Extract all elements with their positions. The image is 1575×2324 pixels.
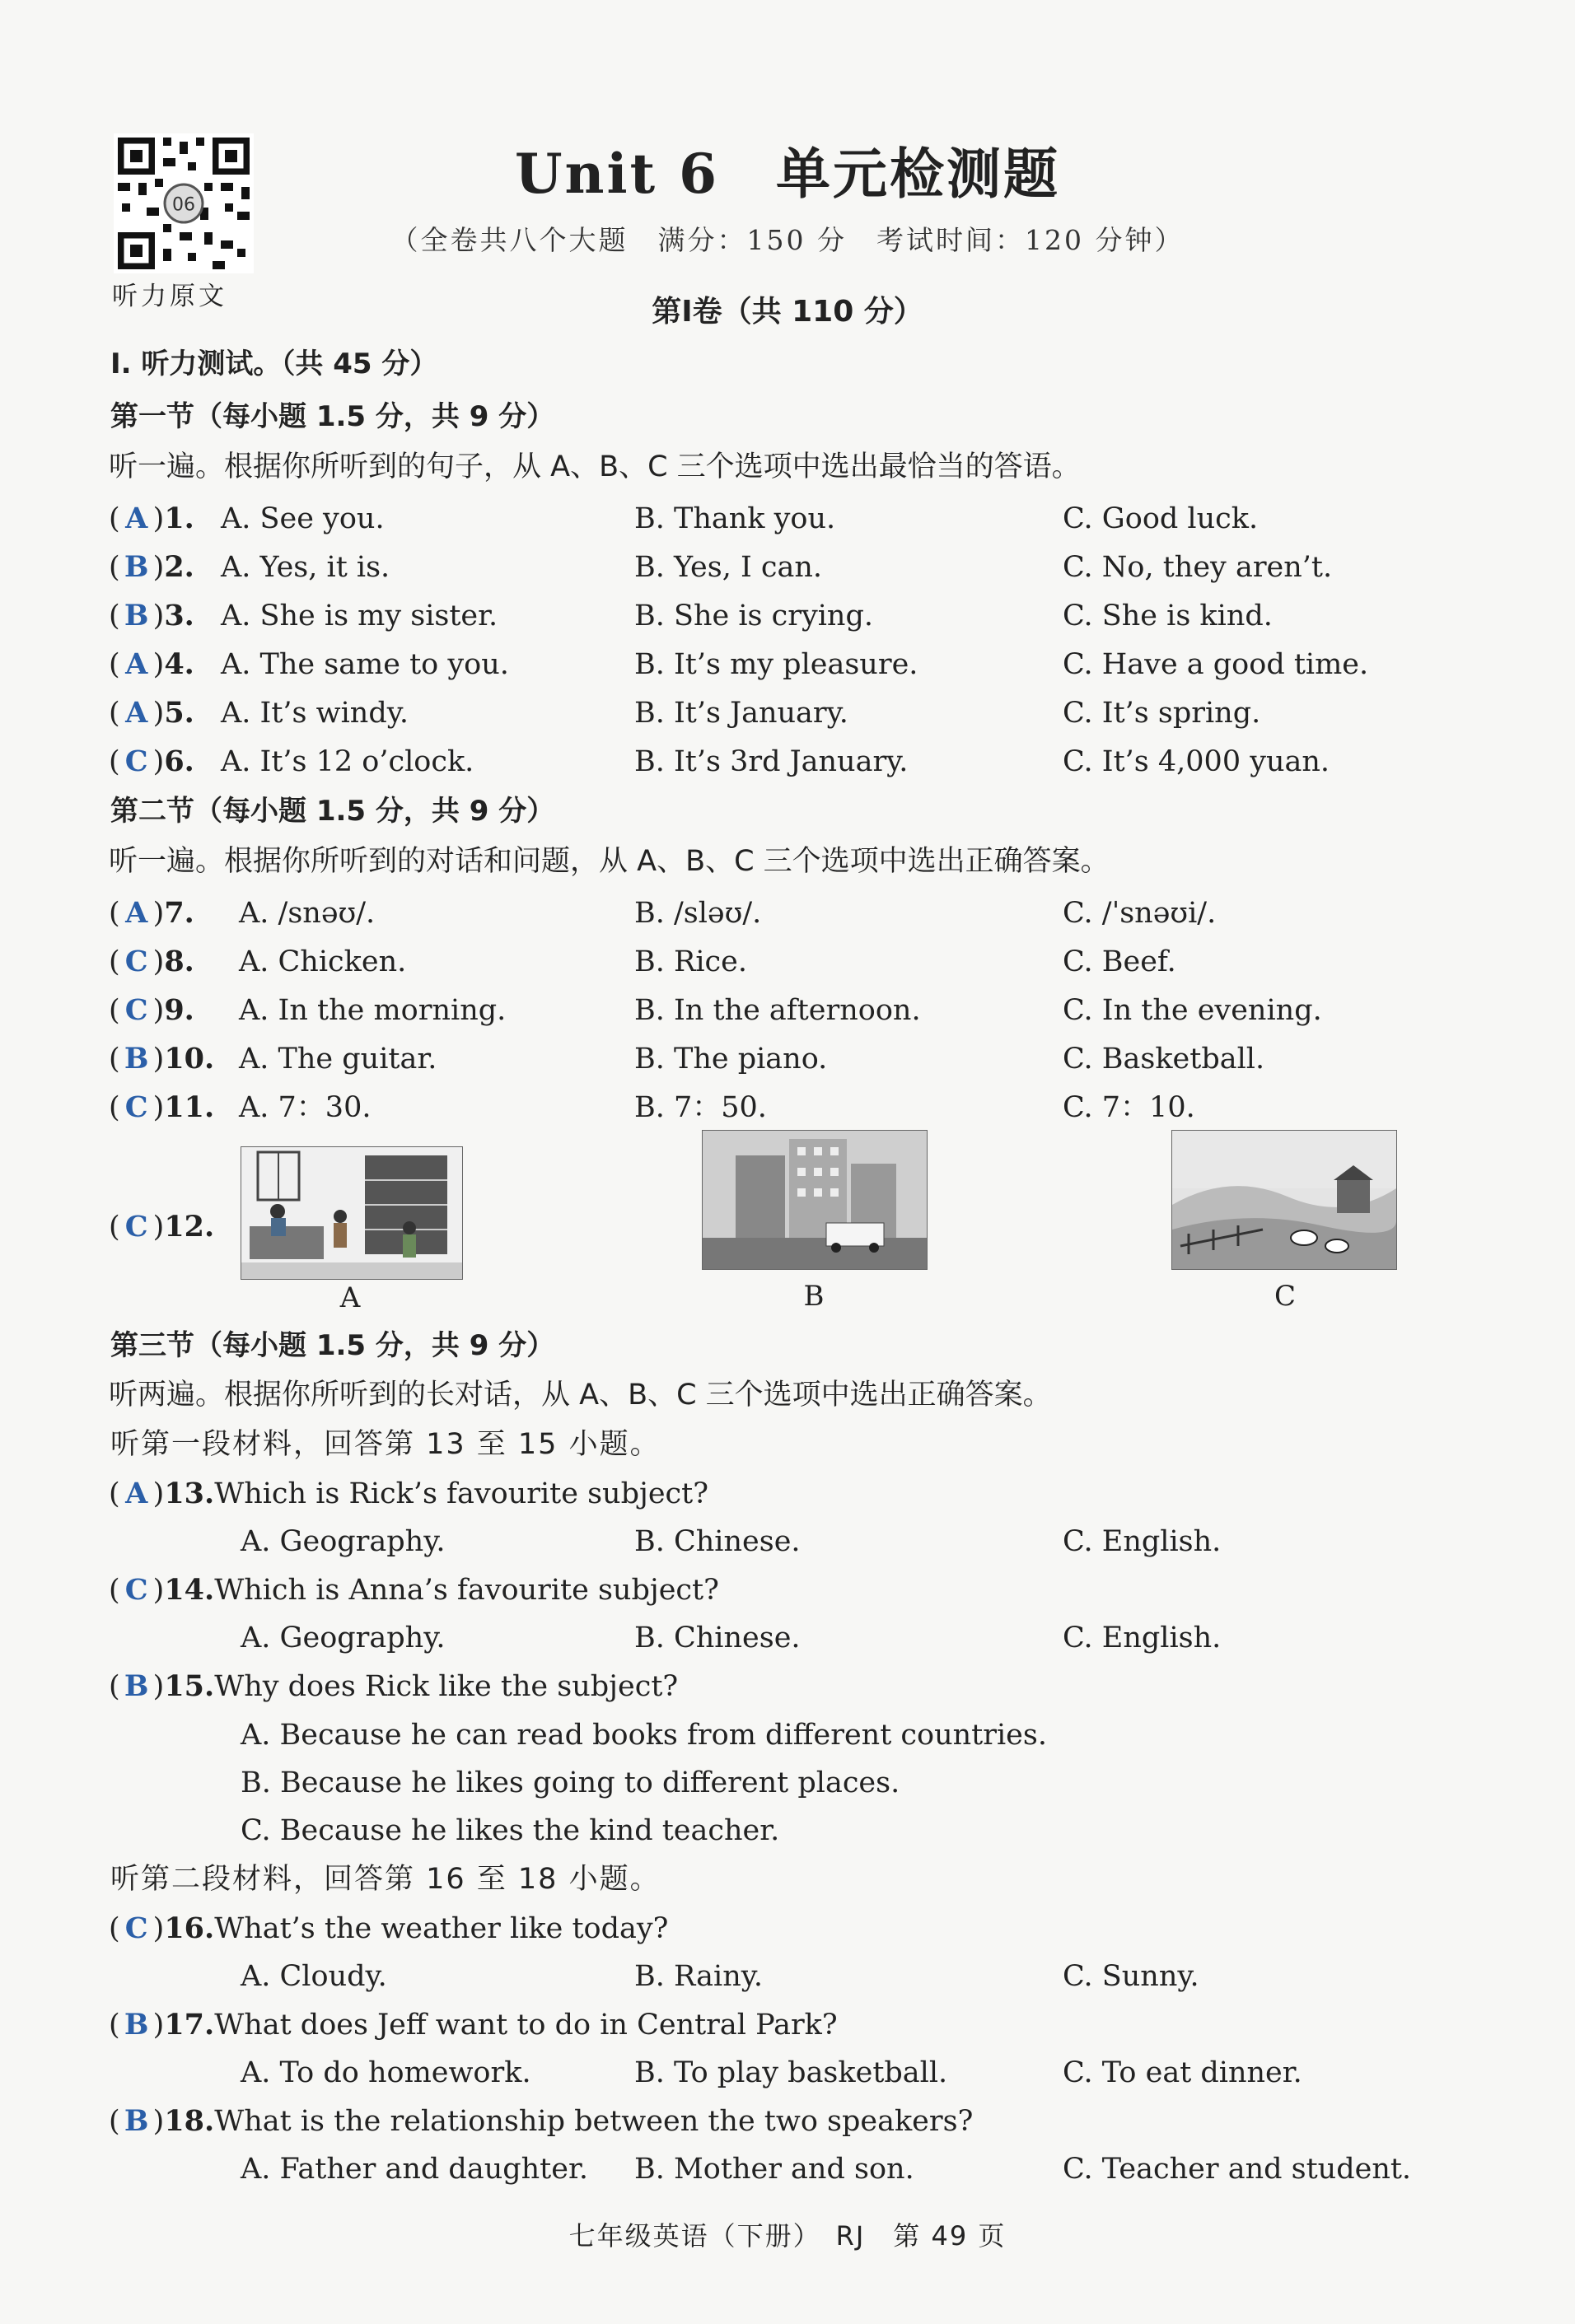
question-text: Which is Anna’s favourite subject? <box>214 1574 719 1607</box>
question-number: 12. <box>164 1210 215 1244</box>
page-title: Unit 6 单元检测题 <box>514 142 1060 206</box>
paren-close: ) <box>152 897 165 930</box>
option-c: C. Sunny. <box>1063 1960 1199 1993</box>
paren-open: ( <box>109 1091 120 1124</box>
paren-open: ( <box>109 994 120 1027</box>
answer-mark: A <box>125 1477 148 1510</box>
question-row <box>109 646 194 683</box>
question-number: 10. <box>164 1042 215 1076</box>
paren-close: ) <box>152 1091 165 1124</box>
question-number: 18. <box>164 2104 215 2138</box>
question-number: 13. <box>164 1477 215 1510</box>
question-number: 9. <box>164 993 194 1027</box>
paren-open: ( <box>109 2105 120 2138</box>
question-12: ( C )12. <box>109 1210 215 1244</box>
paren-open: ( <box>109 1912 120 1945</box>
s2-heading: 第二节（每小题 1.5 分，共 9 分） <box>110 795 555 828</box>
question-number: 8. <box>164 945 194 978</box>
paren-open: ( <box>109 1477 120 1510</box>
paren-close: ) <box>152 994 165 1027</box>
question-row <box>109 895 194 931</box>
paren-open: ( <box>109 745 120 778</box>
option-b: B. To play basketball. <box>634 2056 948 2089</box>
question-text: Which is Rick’s favourite subject? <box>214 1477 708 1510</box>
question-row <box>109 549 194 586</box>
option-a: A. It’s windy. <box>221 697 409 730</box>
option-c: C. It’s 4,000 yuan. <box>1063 745 1330 778</box>
option-c: C. Good luck. <box>1063 502 1259 535</box>
paren-open: ( <box>109 897 120 930</box>
question-number: 2. <box>164 550 194 584</box>
question-row <box>109 2007 838 2043</box>
option-a: A. To do homework. <box>241 2056 531 2089</box>
option-b: B. In the afternoon. <box>634 994 921 1027</box>
paren-open: ( <box>109 648 120 681</box>
paren-open: ( <box>109 697 120 730</box>
question-number: 7. <box>164 896 194 930</box>
answer-mark: B <box>124 2104 149 2138</box>
question-row <box>109 1041 214 1077</box>
option-b: B. Rainy. <box>634 1960 763 1993</box>
answer-mark: B <box>124 2008 149 2042</box>
paren-open: ( <box>109 2009 120 2042</box>
option-a: A. Cloudy. <box>241 1960 387 1993</box>
question-text: What does Jeff want to do in Central Park? <box>214 2009 838 2042</box>
paren-close: ) <box>152 2105 165 2138</box>
option-c: C. In the evening. <box>1063 994 1322 1027</box>
answer-mark: A <box>125 896 148 930</box>
question-text: What is the relationship between the two speakers? <box>214 2105 974 2138</box>
paren-open: ( <box>109 600 120 632</box>
question-number: 1. <box>164 502 194 535</box>
question-number: 17. <box>164 2008 215 2042</box>
option-c: C. English. <box>1063 1525 1222 1558</box>
option-a: A. See you. <box>221 502 385 535</box>
option-a: A. It’s 12 o’clock. <box>221 745 474 778</box>
paren-open: ( <box>109 1670 120 1703</box>
option-a: A. The same to you. <box>221 648 509 681</box>
answer-mark: C <box>124 1210 148 1244</box>
question-row <box>109 1668 678 1705</box>
paren-close: ) <box>152 600 165 632</box>
question-row <box>109 501 194 537</box>
answer-mark: A <box>125 696 148 730</box>
option-b: B. Yes, I can. <box>634 551 823 584</box>
qr-caption: 听力原文 <box>112 282 227 311</box>
option-a: A. Geography. <box>241 1525 446 1558</box>
question-number: 3. <box>164 599 194 632</box>
answer-mark: B <box>124 1042 149 1076</box>
option-b: B. Chinese. <box>634 1622 801 1654</box>
question-number: 15. <box>164 1669 215 1703</box>
option-c: C. Because he likes the kind teacher. <box>241 1814 780 1847</box>
picture-label-b: B <box>803 1280 825 1313</box>
answer-mark: C <box>124 1090 148 1124</box>
option-b: B. She is crying. <box>634 600 873 632</box>
s1-heading: 第一节（每小题 1.5 分，共 9 分） <box>110 400 555 433</box>
question-row <box>109 944 194 980</box>
option-b: B. It’s January. <box>634 697 848 730</box>
option-c: C. To eat dinner. <box>1063 2056 1302 2089</box>
paren-close: ) <box>152 1043 165 1076</box>
option-b: B. Rice. <box>634 945 747 978</box>
answer-mark: C <box>124 744 148 778</box>
paren-close: ) <box>152 745 165 778</box>
answer-mark: B <box>124 1669 149 1703</box>
paren-close: ) <box>152 1574 165 1607</box>
option-a: A. Because he can read books from different countries. <box>241 1719 1047 1752</box>
option-b: B. Mother and son. <box>634 2153 914 2186</box>
s2-instruction: 听一遍。根据你所听到的对话和问题，从 A、B、C 三个选项中选出正确答案。 <box>109 845 1110 878</box>
question-number: 11. <box>164 1090 215 1124</box>
page-subtitle: （全卷共八个大题 满分：150 分 考试时间：120 分钟） <box>390 224 1185 256</box>
paren-close: ) <box>152 648 165 681</box>
option-c: C. No, they aren’t. <box>1063 551 1333 584</box>
s3-heading: 第三节（每小题 1.5 分，共 9 分） <box>110 1329 555 1362</box>
question-row <box>109 1572 719 1608</box>
s1-instruction: 听一遍。根据你所听到的句子，从 A、B、C 三个选项中选出最恰当的答语。 <box>109 450 1081 483</box>
option-b: B. The piano. <box>634 1043 828 1076</box>
s3-instruction: 听两遍。根据你所听到的长对话，从 A、B、C 三个选项中选出正确答案。 <box>109 1379 1052 1412</box>
option-a: A. She is my sister. <box>221 600 498 632</box>
option-c: C. Basketball. <box>1063 1043 1265 1076</box>
picture-option-b-hospital[interactable] <box>702 1130 928 1270</box>
option-c: C. It’s spring. <box>1063 697 1261 730</box>
option-b: B. Because he likes going to different places. <box>241 1766 900 1799</box>
option-a: A. Yes, it is. <box>221 551 390 584</box>
paren-close: ) <box>152 2009 165 2042</box>
picture-label-c: C <box>1274 1280 1296 1313</box>
option-a: A. The guitar. <box>239 1043 437 1076</box>
paren-close: ) <box>152 1477 165 1510</box>
answer-mark: B <box>124 550 149 584</box>
option-a: A. Father and daughter. <box>241 2153 588 2186</box>
answer-mark: A <box>125 647 148 681</box>
option-a: A. Chicken. <box>239 945 407 978</box>
option-c: C. Teacher and student. <box>1063 2153 1412 2186</box>
answer-mark: C <box>124 1911 148 1945</box>
option-b: B. 7：50. <box>634 1091 767 1124</box>
answer-mark: C <box>124 1573 148 1607</box>
option-c: C. English. <box>1063 1622 1222 1654</box>
option-a: A. /snəʊ/. <box>239 897 376 930</box>
question-number: 16. <box>164 1911 215 1945</box>
option-a: A. 7：30. <box>239 1091 372 1124</box>
material-1-note: 听第一段材料，回答第 13 至 15 小题。 <box>110 1428 661 1461</box>
option-c: C. 7：10. <box>1063 1091 1195 1124</box>
paren-close: ) <box>152 945 165 978</box>
picture-option-a-library[interactable] <box>241 1146 463 1280</box>
paren-close: ) <box>152 1670 165 1703</box>
answer-mark: B <box>124 599 149 632</box>
answer-mark: C <box>124 945 148 978</box>
question-number: 4. <box>164 647 194 681</box>
question-text: What’s the weather like today? <box>214 1912 669 1945</box>
option-a: A. In the morning. <box>239 994 507 1027</box>
option-b: B. It’s my pleasure. <box>634 648 918 681</box>
paren-open: ( <box>109 1043 120 1076</box>
paren-open: ( <box>109 502 120 535</box>
question-number: 14. <box>164 1573 215 1607</box>
page-footer: 七年级英语（下册） RJ 第 49 页 <box>568 2220 1007 2252</box>
paren-close: ) <box>152 502 165 535</box>
answer-mark: A <box>125 502 148 535</box>
qr-badge: 06 <box>172 194 195 216</box>
paren-close: ) <box>152 697 165 730</box>
option-b: B. Chinese. <box>634 1525 801 1558</box>
question-number: 6. <box>164 744 194 778</box>
option-c: C. /ˈsnəʊi/. <box>1063 897 1217 930</box>
paren-open: ( <box>109 1574 120 1607</box>
option-b: B. It’s 3rd January. <box>634 745 909 778</box>
option-b: B. /sləʊ/. <box>634 897 762 930</box>
question-row <box>109 744 194 780</box>
option-b: B. Thank you. <box>634 502 836 535</box>
question-row <box>109 992 194 1029</box>
material-2-note: 听第二段材料，回答第 16 至 18 小题。 <box>110 1863 661 1896</box>
question-row <box>109 598 194 634</box>
option-c: C. Beef. <box>1063 945 1176 978</box>
question-row <box>109 1911 668 1947</box>
option-a: A. Geography. <box>241 1622 446 1654</box>
question-text: Why does Rick like the subject? <box>214 1670 679 1703</box>
paren-close: ) <box>152 551 165 584</box>
picture-label-a: A <box>339 1281 361 1314</box>
picture-option-c-farm[interactable] <box>1171 1130 1397 1270</box>
paren-open: ( <box>109 551 120 584</box>
question-row <box>109 1090 214 1126</box>
question-row <box>109 695 194 731</box>
answer-mark: C <box>124 993 148 1027</box>
question-row <box>109 2103 973 2140</box>
paren-open: ( <box>109 945 120 978</box>
option-c: C. Have a good time. <box>1063 648 1369 681</box>
part-title: 第Ⅰ卷（共 110 分） <box>652 295 923 329</box>
question-row <box>109 1476 708 1512</box>
paren-close: ) <box>152 1912 165 1945</box>
option-c: C. She is kind. <box>1063 600 1273 632</box>
question-number: 5. <box>164 696 194 730</box>
section-heading: Ⅰ. 听力测试。（共 45 分） <box>110 348 438 380</box>
